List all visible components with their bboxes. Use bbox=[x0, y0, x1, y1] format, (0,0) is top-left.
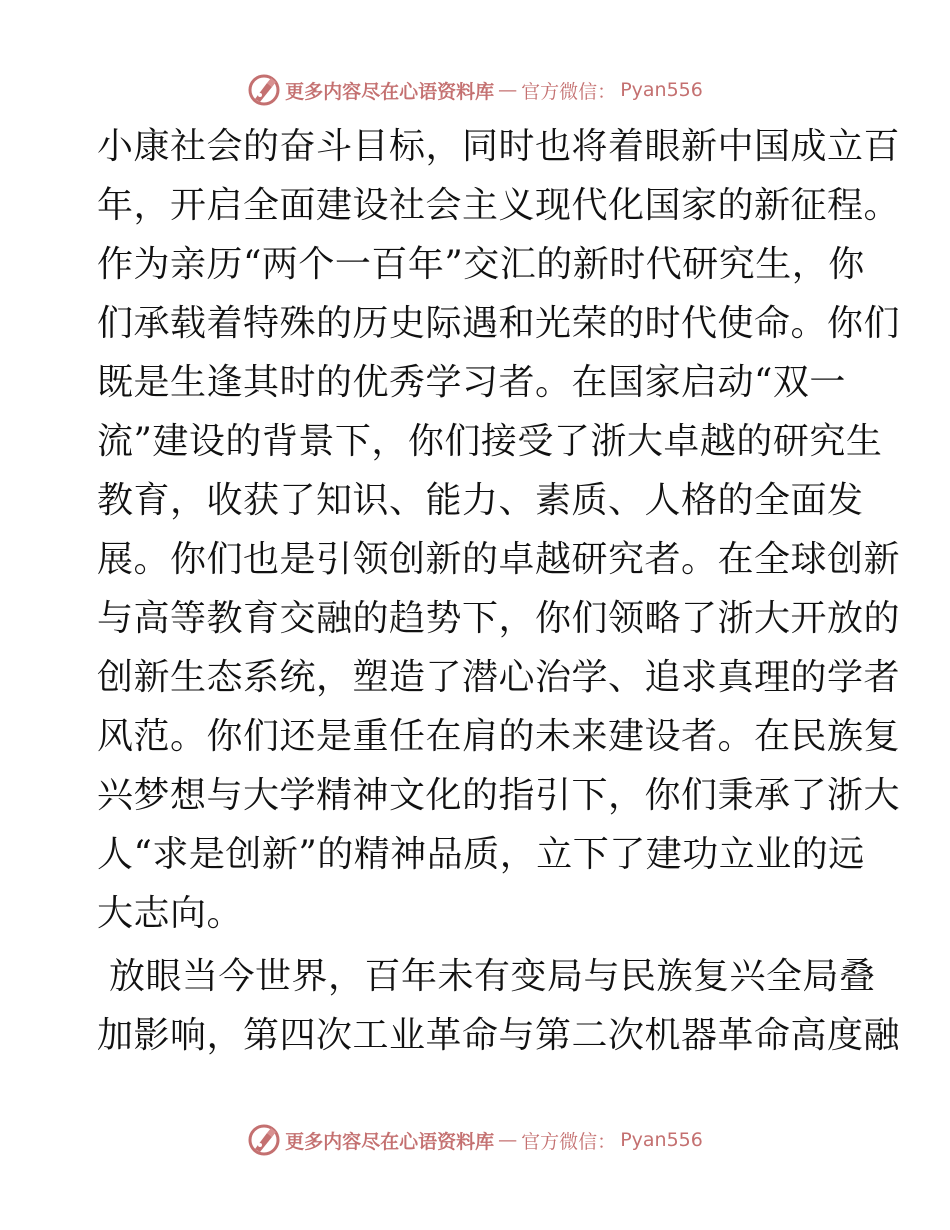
text-line: 流”建设的背景下，你们接受了浙大卓越的研究生 bbox=[97, 421, 883, 462]
text-line: 与高等教育交融的趋势下，你们领略了浙大开放的 bbox=[97, 598, 901, 639]
document-body bbox=[97, 117, 901, 1065]
header-wechat-id: Pyan556 bbox=[620, 79, 703, 101]
header-site-text: 更多内容尽在心语资料库 bbox=[285, 80, 495, 103]
footer-official-label: 官方微信： bbox=[521, 1130, 617, 1153]
text-line: 加影响，第四次工业革命与第二次机器革命高度融 bbox=[97, 1015, 901, 1056]
header-watermark bbox=[0, 70, 950, 110]
pen-logo-icon bbox=[247, 73, 281, 107]
text-line: 创新生态系统，塑造了潜心治学、追求真理的学者 bbox=[97, 657, 901, 698]
text-line: 放眼当今世界，百年未有变局与民族复兴全局叠 bbox=[97, 956, 876, 997]
text-line: 兴梦想与大学精神文化的指引下，你们秉承了浙大 bbox=[97, 775, 901, 816]
footer-watermark bbox=[0, 1120, 950, 1160]
text-line: 既是生逢其时的优秀学习者。在国家启动“双一 bbox=[97, 362, 846, 403]
footer-wechat-id: Pyan556 bbox=[620, 1129, 703, 1151]
text-line: 大志向。 bbox=[97, 893, 244, 934]
paragraph bbox=[97, 117, 901, 943]
text-line: 作为亲历“两个一百年”交汇的新时代研究生，你 bbox=[97, 244, 865, 285]
paragraph bbox=[97, 947, 901, 1065]
footer-site-text: 更多内容尽在心语资料库 bbox=[285, 1130, 495, 1153]
text-line: 小康社会的奋斗目标，同时也将着眼新中国成立百 bbox=[97, 126, 901, 167]
header-dash: — bbox=[498, 79, 518, 101]
text-line: 年，开启全面建设社会主义现代化国家的新征程。 bbox=[97, 185, 901, 226]
text-line: 教育，收获了知识、能力、素质、人格的全面发 bbox=[97, 480, 864, 521]
text-line: 展。你们也是引领创新的卓越研究者。在全球创新 bbox=[97, 539, 901, 580]
text-line: 人“求是创新”的精神品质，立下了建功立业的远 bbox=[97, 834, 865, 875]
text-line: 风范。你们还是重任在肩的未来建设者。在民族复 bbox=[97, 716, 901, 757]
pen-logo-icon bbox=[247, 1123, 281, 1157]
footer-dash: — bbox=[498, 1129, 518, 1151]
header-official-label: 官方微信： bbox=[521, 80, 617, 103]
text-line: 们承载着特殊的历史际遇和光荣的时代使命。你们 bbox=[97, 303, 901, 344]
